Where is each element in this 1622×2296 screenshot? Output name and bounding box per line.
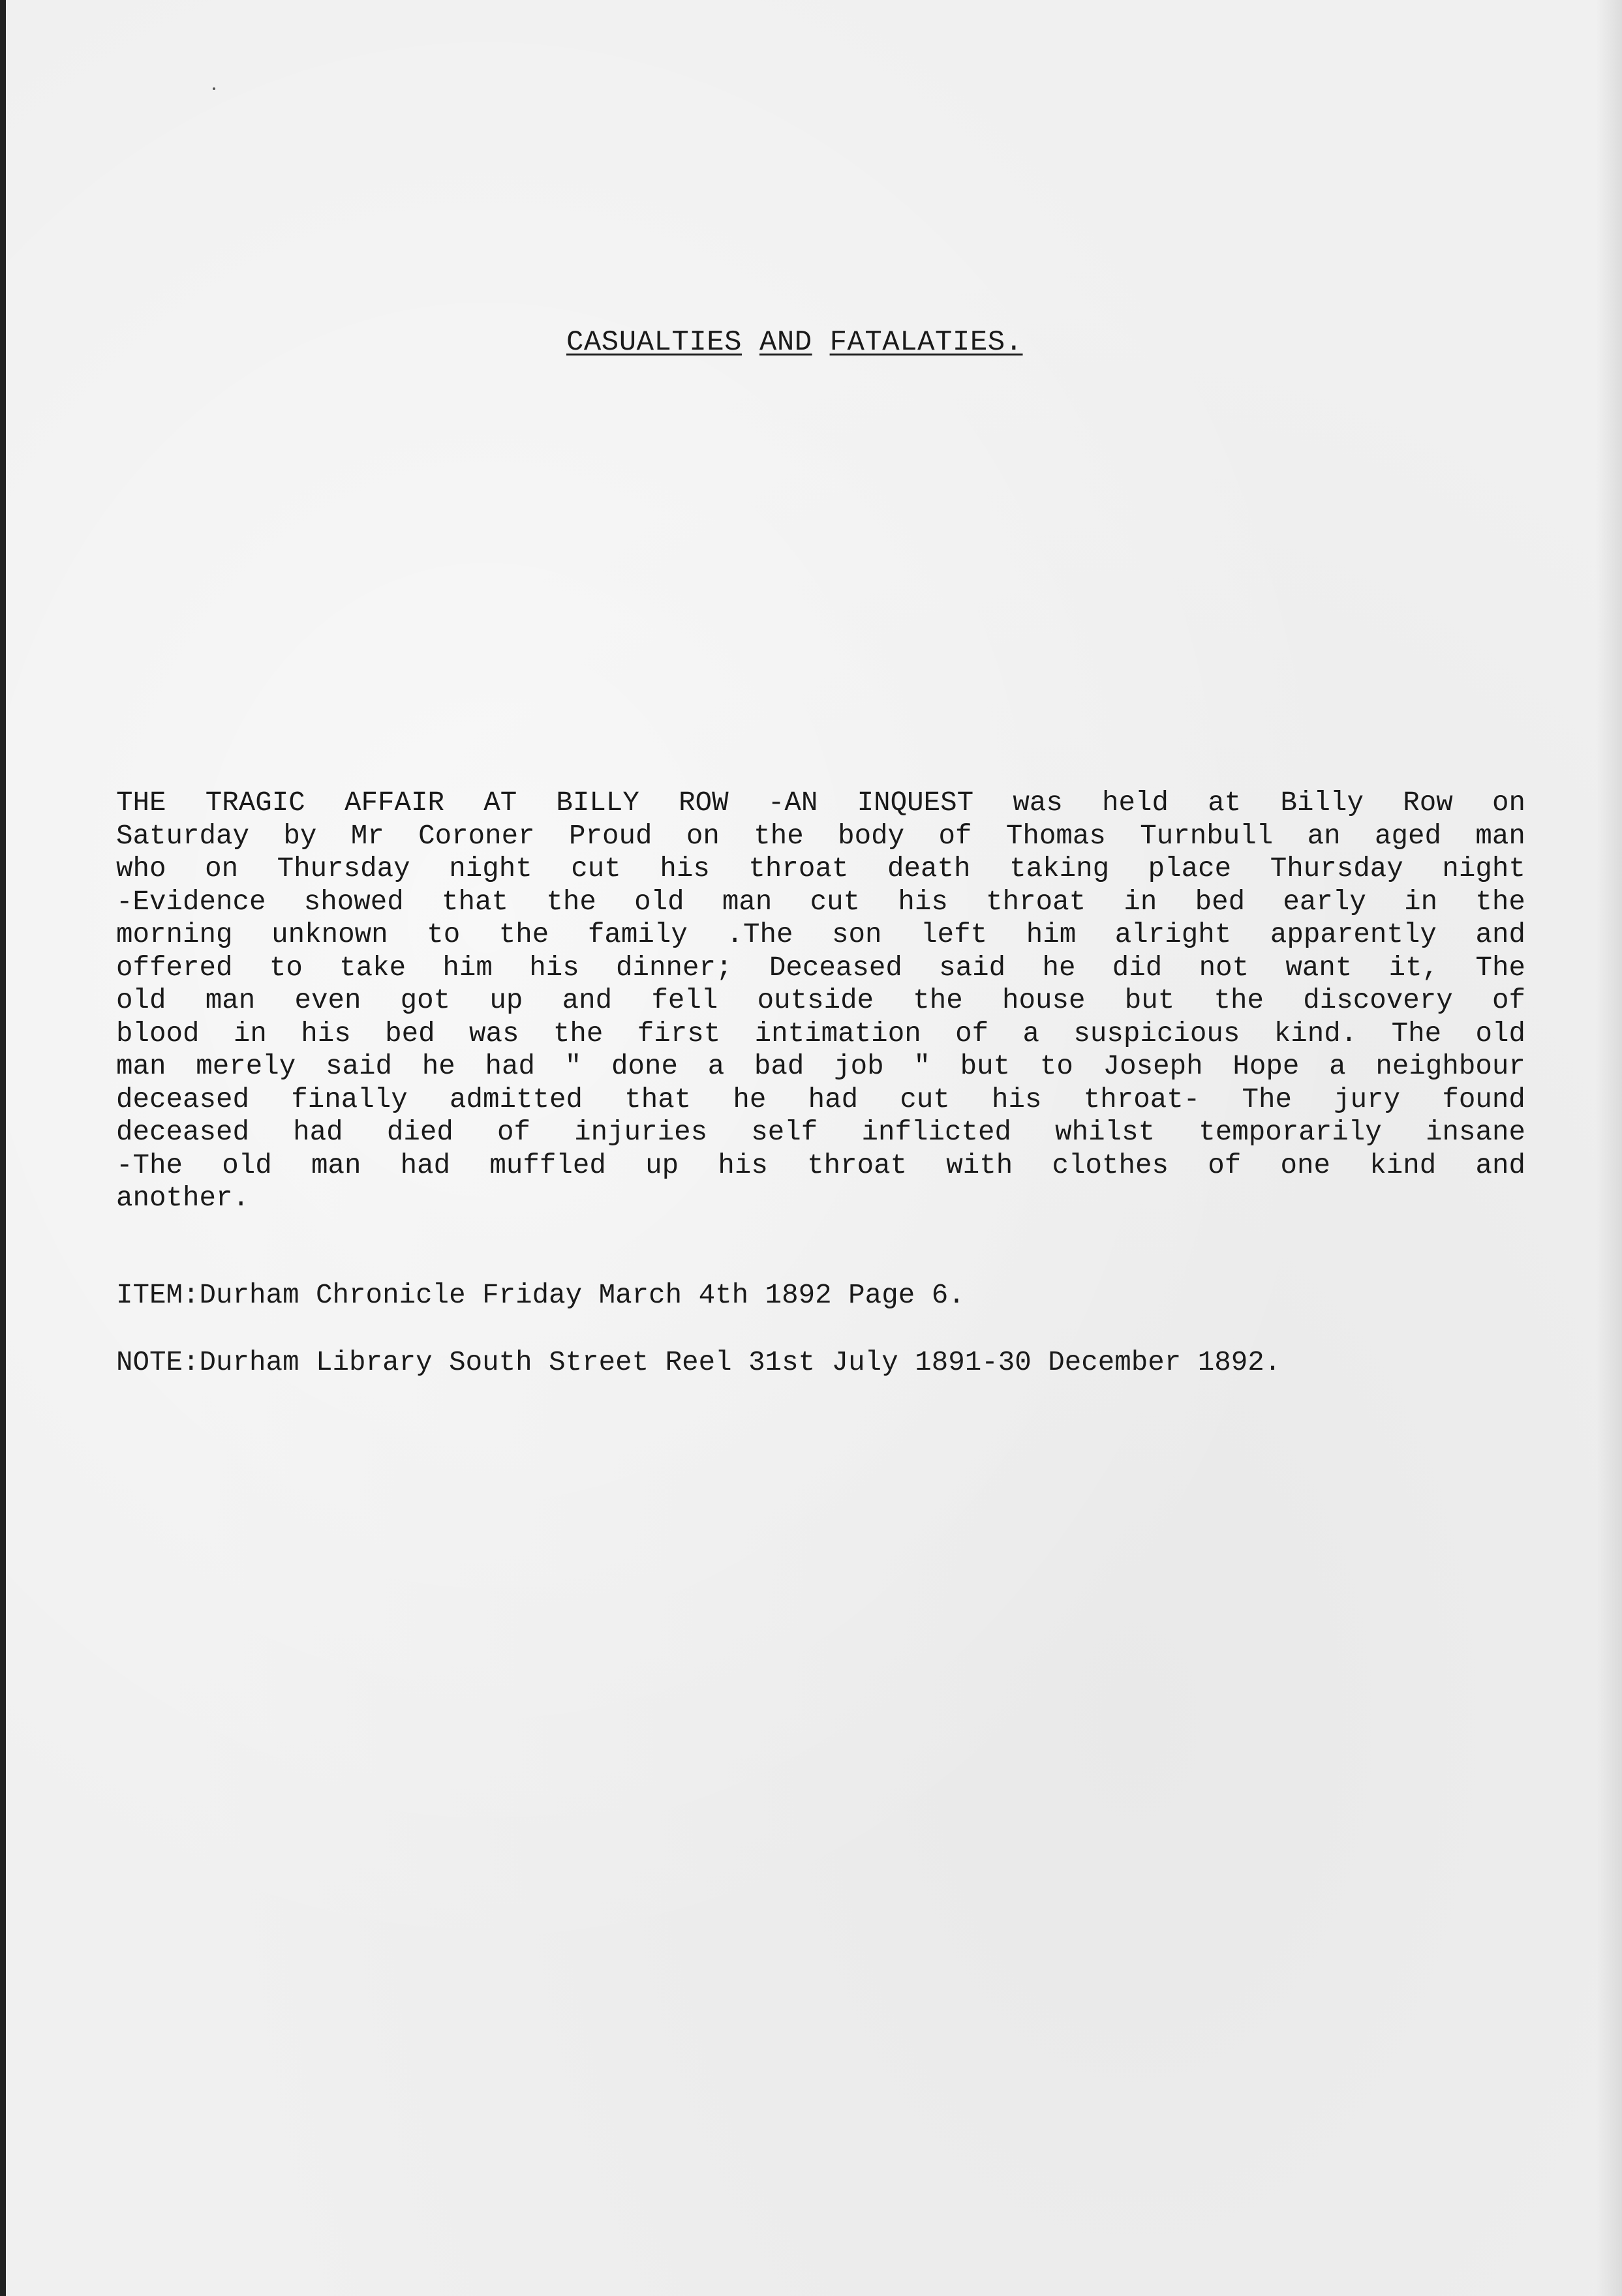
- article-word: the: [754, 820, 804, 852]
- article-word: and: [562, 985, 613, 1016]
- article-word: ": [564, 1051, 582, 1082]
- article-word: on: [205, 853, 239, 884]
- article-word: old: [634, 886, 684, 918]
- article-line: [116, 984, 1525, 1018]
- article-line: [116, 886, 1525, 919]
- article-line: [116, 1083, 1525, 1117]
- article-word: on: [686, 820, 720, 852]
- article-word: man: [116, 1051, 166, 1082]
- article-word: to: [269, 952, 303, 984]
- article-word: -The: [116, 1149, 183, 1181]
- article-word: cut: [900, 1083, 950, 1115]
- article-body: [116, 787, 1525, 1215]
- article-word: Turnbull: [1140, 820, 1274, 852]
- article-line: [116, 918, 1525, 952]
- article-word: The: [1391, 1018, 1442, 1050]
- article-word: Thursday: [277, 853, 410, 884]
- article-word: finally: [291, 1083, 408, 1115]
- article-word: another.: [116, 1183, 250, 1214]
- article-word: with: [946, 1149, 1013, 1181]
- article-word: his: [718, 1149, 768, 1181]
- item-citation: ITEM:Durham Chronicle Friday March 4th 1892 Page 6.: [116, 1280, 965, 1311]
- article-word: man: [1475, 820, 1525, 852]
- article-word: the: [1475, 886, 1525, 918]
- article-word: had: [293, 1117, 343, 1148]
- article-word: clothes: [1052, 1149, 1169, 1181]
- article-word: in: [1124, 886, 1157, 918]
- article-line: [116, 1018, 1525, 1051]
- article-word: a: [1022, 1018, 1039, 1050]
- document-title: [566, 324, 1023, 361]
- article-word: he: [421, 1051, 455, 1082]
- article-word: bad: [754, 1051, 804, 1082]
- article-word: of: [1492, 985, 1525, 1016]
- article-word: one: [1280, 1149, 1330, 1181]
- article-word: up: [489, 985, 523, 1016]
- article-word: Saturday: [116, 820, 250, 852]
- article-word: offered: [116, 952, 233, 984]
- article-word: jury: [1334, 1083, 1401, 1115]
- article-word: who: [116, 853, 166, 884]
- article-word: The: [1242, 1083, 1292, 1115]
- article-word: Row: [1403, 787, 1453, 819]
- article-word: was: [469, 1018, 519, 1050]
- article-word: had: [808, 1083, 859, 1115]
- title-word: CASUALTIES: [566, 326, 742, 359]
- article-word: on: [1492, 787, 1525, 819]
- article-word: Hope: [1232, 1051, 1300, 1082]
- article-word: Joseph: [1103, 1051, 1203, 1082]
- article-word: admitted: [449, 1083, 583, 1115]
- article-line: [116, 1149, 1525, 1183]
- article-word: take: [339, 952, 406, 984]
- article-word: early: [1283, 886, 1366, 918]
- article-word: Thomas: [1005, 820, 1106, 852]
- article-word: Coroner: [418, 820, 535, 852]
- scan-left-edge: [0, 0, 6, 2296]
- article-word: a: [1329, 1051, 1346, 1082]
- article-word: intimation: [754, 1018, 921, 1050]
- article-word: ": [913, 1051, 930, 1082]
- article-word: Billy: [1280, 787, 1364, 819]
- article-word: house: [1002, 985, 1086, 1016]
- article-word: deceased: [116, 1083, 250, 1115]
- article-word: throat: [986, 886, 1086, 918]
- article-word: night: [449, 853, 532, 884]
- article-word: and: [1475, 919, 1525, 950]
- article-word: -AN: [767, 787, 818, 819]
- article-word: family: [587, 919, 688, 950]
- article-word: apparently: [1270, 919, 1437, 950]
- article-word: did: [1112, 952, 1163, 984]
- article-word: of: [1208, 1149, 1242, 1181]
- article-word: died: [386, 1117, 453, 1148]
- article-word: place: [1148, 853, 1232, 884]
- article-word: Mr: [350, 820, 384, 852]
- article-word: cut: [571, 853, 621, 884]
- article-word: by: [283, 820, 317, 852]
- article-word: Proud: [568, 820, 652, 852]
- article-word: BILLY: [556, 787, 639, 819]
- article-word: of: [955, 1018, 989, 1050]
- article-word: a: [707, 1051, 725, 1082]
- article-word: Deceased: [769, 952, 902, 984]
- article-word: outside: [757, 985, 874, 1016]
- article-word: his: [992, 1083, 1042, 1115]
- article-word: an: [1307, 820, 1341, 852]
- article-word: throat: [807, 1149, 908, 1181]
- article-word: said: [939, 952, 1006, 984]
- article-word: him: [1026, 919, 1077, 950]
- article-word: -Evidence: [116, 886, 266, 918]
- article-word: ROW: [679, 787, 729, 819]
- article-word: first: [637, 1018, 721, 1050]
- article-word: left: [921, 919, 988, 950]
- article-word: Thursday: [1270, 853, 1403, 884]
- article-word: of: [938, 820, 972, 852]
- article-word: AT: [483, 787, 517, 819]
- article-word: the: [546, 886, 596, 918]
- article-word: whilst: [1055, 1117, 1155, 1148]
- article-word: at: [1208, 787, 1242, 819]
- article-word: fell: [651, 985, 718, 1016]
- article-line: [116, 787, 1525, 820]
- article-word: son: [832, 919, 882, 950]
- article-word: cut: [810, 886, 861, 918]
- article-line: [116, 1050, 1525, 1083]
- article-word: man: [205, 985, 256, 1016]
- article-word: in: [1404, 886, 1438, 918]
- article-word: old: [1475, 1018, 1525, 1050]
- article-line: [116, 1182, 1525, 1215]
- article-line: [116, 853, 1525, 886]
- article-word: that: [442, 886, 509, 918]
- article-word: want: [1285, 952, 1353, 984]
- article-word: insane: [1425, 1117, 1525, 1148]
- article-word: even: [294, 985, 361, 1016]
- article-word: morning: [116, 919, 233, 950]
- article-word: his: [529, 952, 579, 984]
- article-word: found: [1442, 1083, 1525, 1115]
- article-word: that: [624, 1083, 692, 1115]
- article-word: .The: [726, 919, 793, 950]
- article-word: unknown: [271, 919, 388, 950]
- article-word: and: [1475, 1149, 1525, 1181]
- article-word: job: [834, 1051, 884, 1082]
- article-word: self: [751, 1117, 818, 1148]
- article-line: [116, 1116, 1525, 1149]
- article-word: suspicious: [1073, 1018, 1240, 1050]
- article-word: the: [498, 919, 549, 950]
- article-word: to: [1039, 1051, 1073, 1082]
- article-word: temporarily: [1199, 1117, 1382, 1148]
- article-word: injuries: [574, 1117, 708, 1148]
- article-word: he: [1042, 952, 1076, 984]
- title-word: AND: [759, 326, 812, 359]
- article-word: throat-: [1083, 1083, 1201, 1115]
- article-word: showed: [303, 886, 404, 918]
- article-word: done: [611, 1051, 678, 1082]
- article-word: AFFAIR: [344, 787, 444, 819]
- article-word: muffled: [489, 1149, 606, 1181]
- article-word: inflicted: [861, 1117, 1011, 1148]
- article-word: The: [1475, 952, 1525, 984]
- article-word: but: [1124, 985, 1175, 1016]
- article-word: merely: [196, 1051, 296, 1082]
- article-word: of: [497, 1117, 530, 1148]
- article-word: body: [838, 820, 905, 852]
- article-word: death: [887, 853, 971, 884]
- article-word: up: [645, 1149, 679, 1181]
- article-word: aged: [1374, 820, 1441, 852]
- article-word: the: [553, 1018, 604, 1050]
- article-word: alright: [1114, 919, 1232, 950]
- article-word: taking: [1009, 853, 1110, 884]
- article-word: THE: [116, 787, 166, 819]
- article-word: blood: [116, 1018, 200, 1050]
- article-word: his: [301, 1018, 351, 1050]
- article-word: kind.: [1274, 1018, 1358, 1050]
- article-word: but: [960, 1051, 1011, 1082]
- article-word: neighbour: [1375, 1051, 1525, 1082]
- scan-speck: [213, 87, 215, 90]
- article-word: had: [485, 1051, 535, 1082]
- library-note: NOTE:Durham Library South Street Reel 31st July 1891-30 December 1892.: [116, 1347, 1281, 1378]
- article-word: it,: [1388, 952, 1439, 984]
- article-word: throat: [748, 853, 849, 884]
- article-word: got: [400, 985, 451, 1016]
- article-word: discovery: [1303, 985, 1453, 1016]
- article-word: kind: [1370, 1149, 1437, 1181]
- article-word: bed: [385, 1018, 435, 1050]
- article-word: him: [442, 952, 493, 984]
- article-word: man: [311, 1149, 361, 1181]
- article-word: deceased: [116, 1117, 250, 1148]
- article-word: said: [325, 1051, 393, 1082]
- article-word: dinner;: [616, 952, 733, 984]
- article-word: night: [1442, 853, 1525, 884]
- article-word: not: [1199, 952, 1249, 984]
- article-word: had: [400, 1149, 451, 1181]
- article-line: [116, 820, 1525, 853]
- article-word: he: [733, 1083, 767, 1115]
- article-word: old: [222, 1149, 272, 1181]
- article-word: to: [427, 919, 461, 950]
- article-word: the: [913, 985, 963, 1016]
- article-word: bed: [1195, 886, 1246, 918]
- article-word: in: [233, 1018, 267, 1050]
- article-word: his: [660, 853, 710, 884]
- article-line: [116, 952, 1525, 985]
- article-word: old: [116, 985, 166, 1016]
- article-word: TRAGIC: [205, 787, 305, 819]
- article-word: his: [898, 886, 948, 918]
- scan-right-shade: [1596, 0, 1622, 2296]
- article-word: INQUEST: [857, 787, 974, 819]
- article-word: man: [722, 886, 773, 918]
- article-word: the: [1214, 985, 1264, 1016]
- article-word: was: [1013, 787, 1063, 819]
- article-word: held: [1102, 787, 1169, 819]
- title-word: FATALATIES.: [829, 326, 1023, 359]
